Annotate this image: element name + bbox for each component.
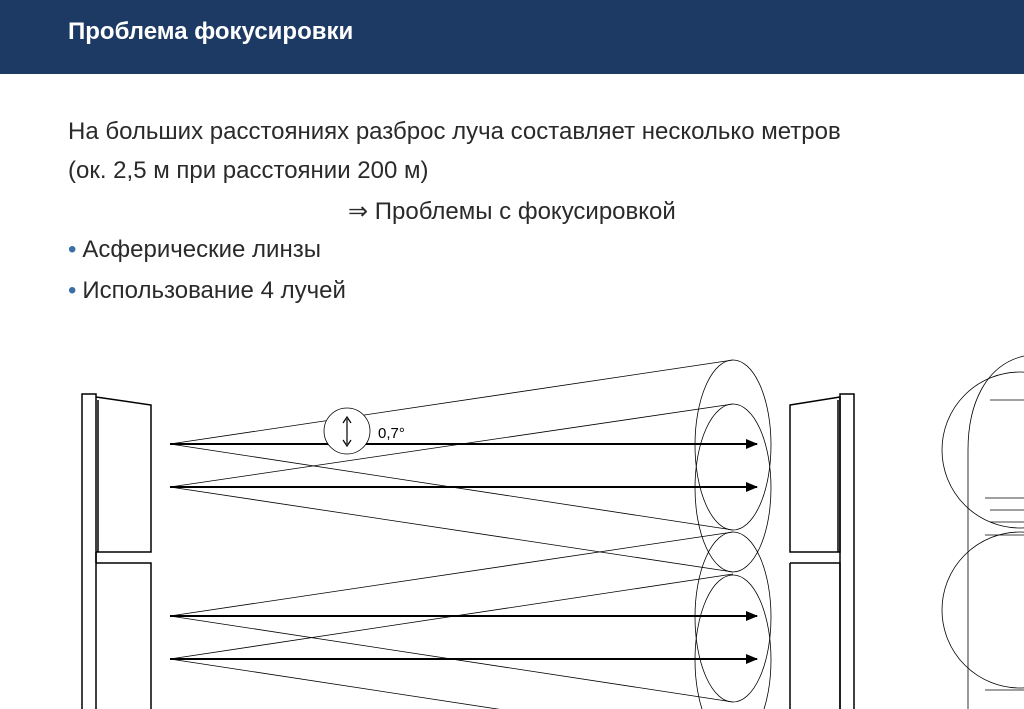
receiver-housing <box>790 394 854 709</box>
beam-lines <box>170 360 733 709</box>
bullet-icon: • <box>68 236 77 263</box>
bullet-text: Асферические линзы <box>82 236 321 263</box>
beam-arrows <box>170 444 757 659</box>
implication-arrow-icon: ⇒ <box>348 198 369 225</box>
bullet-item <box>68 236 321 264</box>
bullet-icon: • <box>68 277 77 304</box>
implication-line <box>348 197 676 226</box>
beam-focusing-diagram <box>0 330 1024 709</box>
title-bar <box>0 0 1024 74</box>
angle-label: 0,7° <box>378 425 405 442</box>
bullet-text: Использование 4 лучей <box>82 277 346 304</box>
beam-spot-ellipses <box>695 360 771 709</box>
body-text-line-2: (ок. 2,5 м при расстоянии 200 м) <box>68 157 429 184</box>
bullet-item <box>68 277 346 305</box>
side-view-device <box>942 356 1024 709</box>
implication-text: Проблемы с фокусировкой <box>374 198 676 225</box>
body-text-line-1: На больших расстояниях разброс луча составляет несколько метров <box>68 118 841 145</box>
slide-title: Проблема фокусировки <box>68 18 354 45</box>
transmitter-housing <box>82 394 151 709</box>
